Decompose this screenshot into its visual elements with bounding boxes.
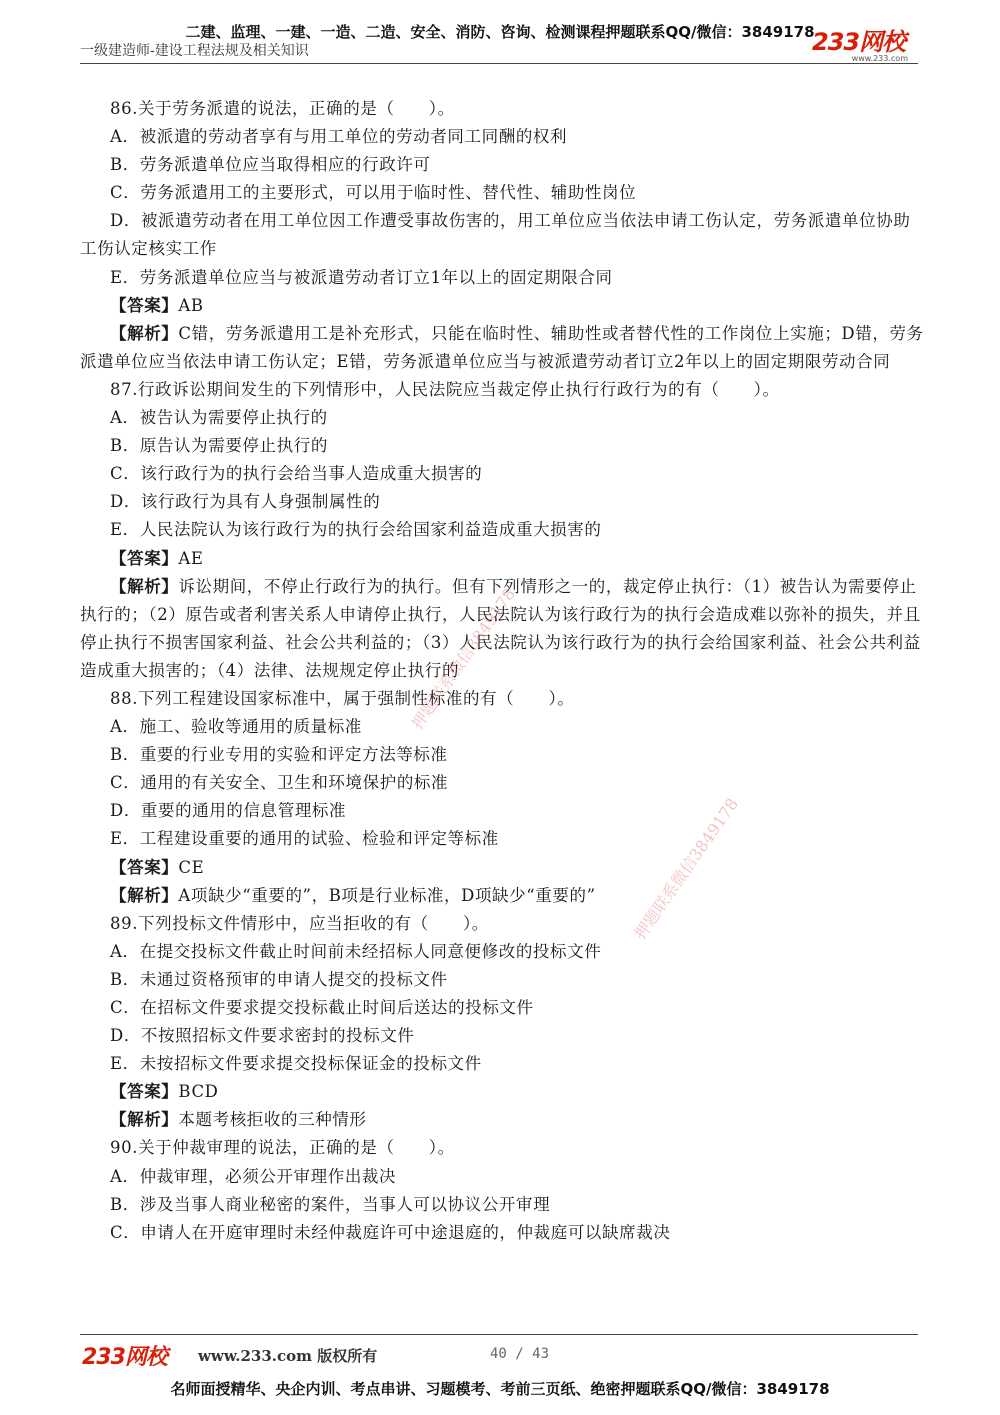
answer-line [80,545,925,573]
question-stem: 90.关于仲裁审理的说法，正确的是（ ）。 [110,1138,455,1158]
answer-value: AE [178,548,204,568]
question-option: A．被派遣的劳动者享有与用工单位的劳动者同工同酬的权利 [110,127,568,147]
question-list [80,95,925,1247]
question-option: A．被告认为需要停止执行的 [110,408,328,428]
header-promo: 二建、监理、一建、一造、二造、安全、消防、咨询、检测课程押题联系QQ/微信：3849178 [185,23,815,41]
analysis-text: A项缺少“重要的”，B项是行业标准，D项缺少“重要的” [178,885,596,905]
question-option: E．工程建设重要的通用的试验、检验和评定等标准 [110,829,499,849]
answer-line [80,1078,925,1106]
page-number: 40 / 43 [490,1346,550,1362]
question-stem: 89.下列投标文件情形中，应当拒收的有（ ）。 [110,913,489,933]
question-option: B．未通过资格预审的申请人提交的投标文件 [110,969,448,989]
analysis-label: 【解析】 [110,885,179,905]
question-option: B．劳务派遣单位应当取得相应的行政许可 [110,155,431,175]
question-option: C．劳务派遣用工的主要形式，可以用于临时性、替代性、辅助性岗位 [110,183,637,203]
question-option: D．被派遣劳动者在用工单位因工作遭受事故伤害的，用工单位应当依法申请工伤认定，劳务派遣单位协助工伤认定核实工作 [80,211,911,259]
question-block [80,1134,925,1246]
answer-value: CE [178,857,205,877]
question-stem: 88.下列工程建设国家标准中，属于强制性标准的有（ ）。 [110,688,575,708]
watermark: 押题联系微信3849178 [630,794,742,943]
answer-line [80,854,925,882]
analysis-text: 诉讼期间，不停止行政行为的执行。但有下列情形之一的，裁定停止执行：（1）被告认为需要停止执行的；（2）原告或者利害关系人申请停止执行，人民法院认为该行政行为的执行会造成难以弥补的损失，并且停止执行不损害国家利益、社会公共利益的；（3）人民法院认为该行政行为的执行会给国家利益、社会公共利益造成重大损害的；（4）法律、法规规定停止执行的 [80,576,921,680]
brand-logo [812,30,922,64]
analysis-text: C错，劳务派遣用工是补充形式，只能在临时性、辅助性或者替代性的工作岗位上实施；D错，劳务派遣单位应当依法申请工伤认定；E错，劳务派遣单位应当与被派遣劳动者订立2年以上的固定期限劳动合同 [80,323,924,371]
question-block [80,95,925,376]
question-option: E．未按招标文件要求提交投标保证金的投标文件 [110,1054,482,1074]
analysis-label: 【解析】 [110,576,179,596]
question-option: C．在招标文件要求提交投标截止时间后送达的投标文件 [110,998,534,1017]
answer-label: 【答案】 [110,1082,179,1102]
analysis-line [80,1106,925,1134]
header-divider [80,63,918,64]
question-option: C．申请人在开庭审理时未经仲裁庭许可中途退庭的，仲裁庭可以缺席裁决 [110,1222,671,1242]
analysis-label: 【解析】 [110,323,179,343]
footer-logo: 233网校 [82,1345,167,1370]
question-option: D．重要的通用的信息管理标准 [110,801,347,821]
question-option: E．人民法院认为该行政行为的执行会给国家利益造成重大损害的 [110,520,602,540]
question-stem: 87.行政诉讼期间发生的下列情形中，人民法院应当裁定停止执行行政行为的有（ ）。 [110,379,780,399]
question-option: B．原告认为需要停止执行的 [110,436,328,456]
watermark: 押题联系微信3849178 [407,584,519,733]
footer-promo: 名师面授精华、央企内训、考点串讲、习题模考、考前三页纸、绝密押题联系QQ/微信：3849178 [170,1380,830,1398]
answer-line [80,292,925,320]
question-option: A．施工、验收等通用的质量标准 [110,717,362,737]
question-block [80,376,925,685]
question-option: B．涉及当事人商业秘密的案件，当事人可以协议公开审理 [110,1194,551,1214]
question-option: D．不按照招标文件要求密封的投标文件 [110,1026,415,1046]
footer-divider [80,1334,918,1335]
question-block [80,685,925,910]
question-option: D．该行政行为具有人身强制属性的 [110,492,381,512]
question-option: A．仲裁审理，必须公开审理作出裁决 [110,1166,397,1186]
question-option: C．该行政行为的执行会给当事人造成重大损害的 [110,464,483,484]
question-option: E．劳务派遣单位应当与被派遣劳动者订立1年以上的固定期限合同 [110,267,613,287]
question-stem: 86.关于劳务派遣的说法，正确的是（ ）。 [110,99,455,118]
question-option: C．通用的有关安全、卫生和环境保护的标准 [110,773,449,793]
question-option: B．重要的行业专用的实验和评定方法等标准 [110,745,448,765]
brand-logo-url: www.233.com [851,54,908,63]
question-block [80,910,925,1135]
answer-label: 【答案】 [110,857,179,877]
brand-logo-text: 233网校 [812,28,906,56]
question-option: A．在提交投标文件截止时间前未经招标人同意便修改的投标文件 [110,941,602,961]
answer-label: 【答案】 [110,295,179,315]
analysis-label: 【解析】 [110,1110,179,1130]
analysis-line [80,882,925,910]
answer-value: AB [178,295,204,315]
document-subject: 一级建造师-建设工程法规及相关知识 [80,43,309,59]
footer-copyright: www.233.com 版权所有 [198,1347,378,1365]
analysis-text: 本题考核拒收的三种情形 [178,1110,367,1130]
analysis-line [80,320,925,376]
answer-value: BCD [178,1082,219,1102]
answer-label: 【答案】 [110,548,179,568]
